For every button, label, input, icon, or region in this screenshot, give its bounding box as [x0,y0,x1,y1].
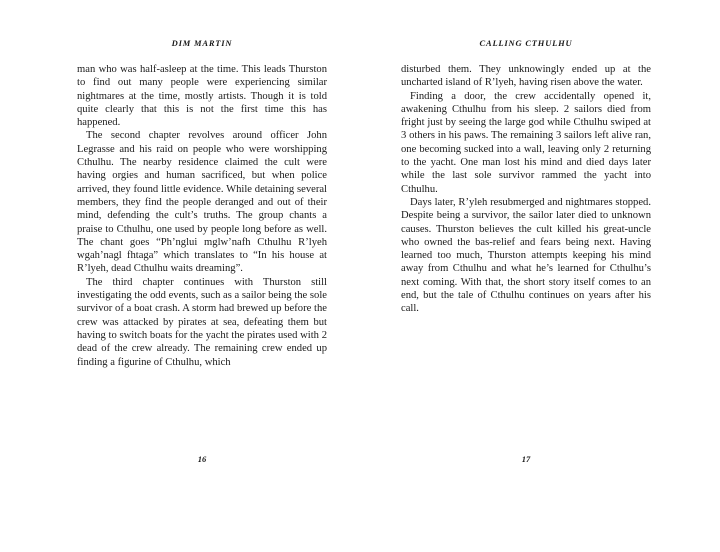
paragraph: The third chapter continues with Thurston still investigating the odd events, such as a sailor being the sole survivor of a boat crash. A storm had brewed up before the crew was attacked by pirates at sea, defeating them but having to switch boats for the yacht the pirates used with 2 dead of the crew already. The remaining crew ended up finding a figurine of Cthulhu, which [77,276,327,368]
left-page [77,0,327,552]
running-head-author: DIM MARTIN [171,38,233,48]
page-number: 16 [197,454,207,464]
paragraph: The second chapter revolves around officer John Legrasse and his raid on people who were worshipping Cthulhu. The nearby residence claimed the cult were having orgies and human sacrificed, but when police arrived, they found little evidence. While detaining several members, they find the people deranged and out of their mind, defending the cult’s truths. The group chants a praise to Cthulhu, one used by people long before as well. The chant goes “Ph’nglui mglw’nafh Cthulhu R’lyeh wgah’nagl fhtaga” which translates to “In his house at R’lyeh, dead Cthulhu waits dreaming”. [77,130,327,275]
right-page [401,0,651,552]
paragraph: man who was half-asleep at the time. This leads Thurston to find out many people were experiencing similar nightmares at the time, mostly artists. Though it is told quite clearly that this is not the first time this has happened. [77,64,327,129]
paragraph: disturbed them. They unknowingly ended up at the uncharted island of R’lyeh, having risen above the water. [401,64,651,89]
page-number: 17 [521,454,531,464]
paragraph: Days later, R’yleh resubmerged and nightmares stopped. Despite being a survivor, the sailor later died to unknown causes. Thurston believes the cult killed his great-uncle who owned the bas-relief and fears being next. Having learned too much, Thurston attempts keeping his mind away from Cthulhu and what he’s learned for Cthulhu’s next coming. With that, the short story itself comes to an end, but the tale of Cthulhu continues on years after his call. [401,196,651,315]
left-page-body [77,63,327,369]
right-page-body [401,63,651,316]
paragraph: Finding a door, the crew accidentally opened it, awakening Cthulhu from his sleep. 2 sailors died from fright just by seeing the large god while Cthulhu swiped at 3 others in his paws. The remaining 3 sailors left alive ran, one becoming sucked into a wall, leaving only 2 returning to the yacht. One man lost his mind and died days later while the last sole survivor rammed the yacht into Cthulhu. [401,90,651,195]
running-head-title: CALLING CTHULHU [479,38,573,48]
